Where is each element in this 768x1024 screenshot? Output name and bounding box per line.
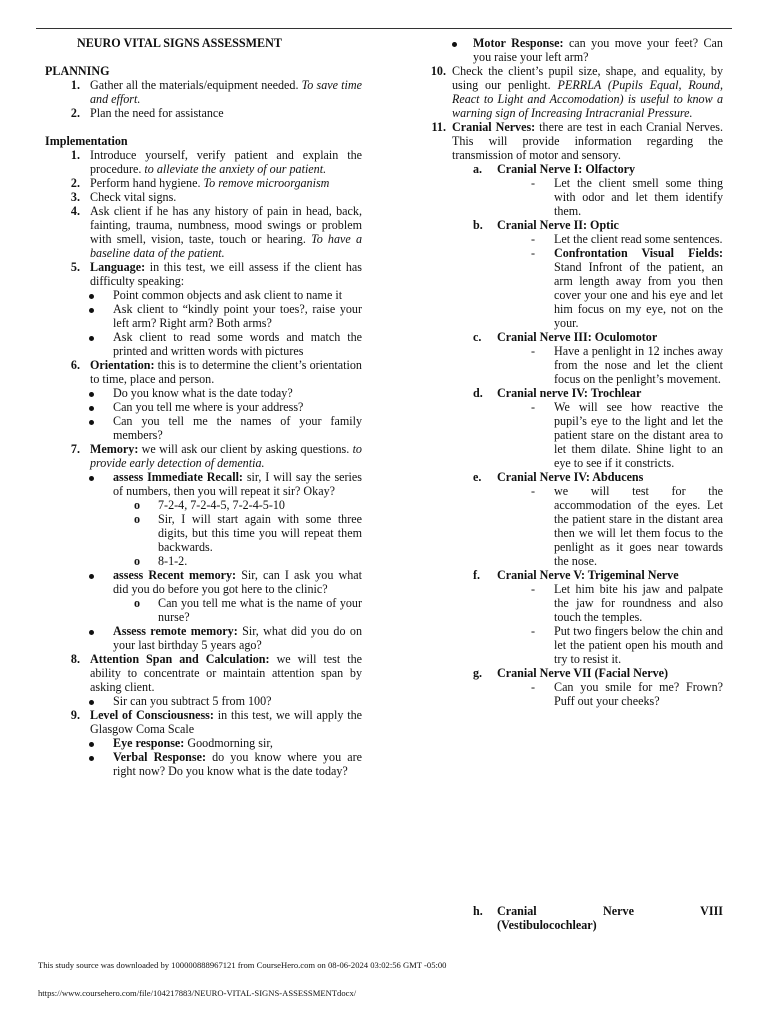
dash-bullet-icon: - xyxy=(531,246,536,260)
download-notice: This study source was downloaded by 100000888967121 from CourseHero.com on 08-06-2024 03:02:56 GMT -05:00 xyxy=(38,960,447,970)
top-rule xyxy=(36,28,732,29)
bullet-icon xyxy=(89,406,94,411)
circle-bullet-icon: o xyxy=(134,596,141,610)
list-item: Sir can you subtract 5 from 100? xyxy=(45,694,362,708)
list-item: Motor Response: can you move your feet? Can you raise your left arm? xyxy=(428,36,723,64)
cranial-nerve-heading: h. Cranial Nerve VIII (Vestibulocochlear) xyxy=(473,904,723,932)
planning-item: 1. Gather all the materials/equipment needed. To save time and effort. xyxy=(70,78,362,106)
dash-bullet-icon: - xyxy=(531,400,536,414)
dash-bullet-icon: - xyxy=(531,680,536,694)
list-item: - Confrontation Visual Fields: Stand Infront of the patient, an arm length away from you then cover your one and his eye and let him focus on my eye, not on the your. xyxy=(531,246,723,330)
list-item: o 8-1-2. xyxy=(134,554,188,568)
implementation-item-8: 8. Attention Span and Calculation: we will test the ability to concentrate or maintain attention span by asking client. xyxy=(70,652,363,694)
planning-item: 2. Plan the need for assistance xyxy=(70,106,224,120)
dash-bullet-icon: - xyxy=(531,582,536,596)
dash-bullet-icon: - xyxy=(531,176,536,190)
dash-bullet-icon: - xyxy=(531,344,536,358)
source-url[interactable]: https://www.coursehero.com/file/104217883/NEURO-VITAL-SIGNS-ASSESSMENTdocx/ xyxy=(38,988,357,998)
list-item: assess Recent memory: Sir, can I ask you what did you do before you got here to the clinic? xyxy=(45,568,362,596)
list-item: Eye response: Goodmorning sir, xyxy=(45,736,362,750)
list-item: Verbal Response: do you know where you are right now? Do you know what is the date today? xyxy=(45,750,362,778)
list-item: o Can you tell me what is the name of your nurse? xyxy=(134,596,362,624)
left-column xyxy=(45,36,362,778)
list-item: Can you tell me the names of your family members? xyxy=(45,414,362,442)
dash-bullet-icon: - xyxy=(531,624,536,638)
implementation-item-3: 3. Check vital signs. xyxy=(70,190,177,204)
implementation-heading: Implementation xyxy=(45,134,128,148)
circle-bullet-icon: o xyxy=(134,512,141,526)
bullet-icon xyxy=(89,476,94,481)
list-item: Assess remote memory: Sir, what did you do on your last birthday 5 years ago? xyxy=(45,624,362,652)
implementation-item-11: 11. Cranial Nerves: there are test in each Cranial Nerves. This will provide information regarding the transmission of motor and sensory. xyxy=(431,120,723,162)
bullet-icon xyxy=(89,574,94,579)
list-item: assess Immediate Recall: sir, I will say the series of numbers, then you will repeat it sir? Okay? xyxy=(45,470,362,498)
bullet-icon xyxy=(89,294,94,299)
bullet-icon xyxy=(89,336,94,341)
implementation-item-5: 5. Language: in this test, we eill assess if the client has difficulty speaking: xyxy=(70,260,362,288)
list-item: - We will see how reactive the pupil’s eye to the light and let the patient stare on the distant area to let them dilate. Shine light to an eye to see if it constricts. xyxy=(531,400,723,470)
list-item: o 7-2-4, 7-2-4-5, 7-2-4-5-10 xyxy=(134,498,285,512)
implementation-item-10: 10. Check the client’s pupil size, shape, and equality, by using our penlight. PERRLA (Pupils Equal, Round, React to Light and Accomodation) is useful to know a warning sign of Increasing Intracranial Pressure. xyxy=(430,64,723,120)
implementation-item-4: 4. Ask client if he has any history of pain in head, back, fainting, trauma, numbness, mood swings or problem with smell, vision, taste, touch or hearing. To have a baseline data of the patient. xyxy=(70,204,362,260)
bullet-icon xyxy=(452,42,457,47)
right-column xyxy=(428,36,723,932)
cranial-nerve-h xyxy=(428,904,723,932)
bullet-icon xyxy=(89,308,94,313)
list-item: - Have a penlight in 12 inches away from the nose and let the client focus on the penlight’s movement. xyxy=(531,344,723,386)
list-item: - we will test for the accommodation of the eyes. Let the patient stare in the distant area then we will let them focus to the penlight as it goes near towards the nose. xyxy=(531,484,723,568)
list-item: Can you tell me where is your address? xyxy=(45,400,362,414)
list-item: - Let the client read some sentences. xyxy=(531,232,723,246)
list-item: - Put two fingers below the chin and let the patient open his mouth and try to resist it. xyxy=(531,624,723,666)
bullet-icon xyxy=(89,630,94,635)
list-item: - Let him bite his jaw and palpate the jaw for roundness and also touch the temples. xyxy=(531,582,723,624)
circle-bullet-icon: o xyxy=(134,498,141,512)
list-item: Ask client to “kindly point your toes?, raise your left arm? Right arm? Both arms? xyxy=(45,302,362,330)
list-item: - Let the client smell some thing with odor and let them identify them. xyxy=(531,176,723,218)
implementation-item-2: 2. Perform hand hygiene. To remove microorganism xyxy=(70,176,330,190)
document-title: NEURO VITAL SIGNS ASSESSMENT xyxy=(77,36,282,50)
cranial-nerve-heading: b. Cranial Nerve II: Optic xyxy=(473,218,619,232)
dash-bullet-icon: - xyxy=(531,232,536,246)
cranial-nerve-heading: c. Cranial Nerve III: Oculomotor xyxy=(473,330,658,344)
list-item: Do you know what is the date today? xyxy=(45,386,362,400)
bullet-icon xyxy=(89,742,94,747)
cranial-nerve-heading: d. Cranial nerve IV: Trochlear xyxy=(473,386,642,400)
list-item: - Can you smile for me? Frown? Puff out your cheeks? xyxy=(531,680,723,708)
cranial-nerve-heading: e. Cranial Nerve IV: Abducens xyxy=(473,470,644,484)
list-item: Ask client to read some words and match the printed and written words with pictures xyxy=(45,330,362,358)
planning-heading: PLANNING xyxy=(45,64,110,78)
dash-bullet-icon: - xyxy=(531,484,536,498)
bullet-icon xyxy=(89,700,94,705)
list-item: Point common objects and ask client to name it xyxy=(45,288,362,302)
implementation-item-9: 9. Level of Consciousness: in this test, we will apply the Glasgow Coma Scale xyxy=(70,708,362,736)
cranial-nerve-heading: g. Cranial Nerve VII (Facial Nerve) xyxy=(473,666,669,680)
bullet-icon xyxy=(89,392,94,397)
bullet-icon xyxy=(89,756,94,761)
cranial-nerve-heading: f. Cranial Nerve V: Trigeminal Nerve xyxy=(473,568,679,582)
circle-bullet-icon: o xyxy=(134,554,141,568)
implementation-item-1: 1. Introduce yourself, verify patient and explain the procedure. to alleviate the anxiety of our patient. xyxy=(70,148,362,176)
implementation-item-6: 6. Orientation: this is to determine the client’s orientation to time, place and person. xyxy=(70,358,362,386)
cranial-nerve-heading: a. Cranial Nerve I: Olfactory xyxy=(473,162,636,176)
implementation-item-7: 7. Memory: we will ask our client by asking questions. to provide early detection of dementia. xyxy=(70,442,362,470)
bullet-icon xyxy=(89,420,94,425)
list-item: o Sir, I will start again with some three digits, but this time you will repeat them backwards. xyxy=(134,512,362,554)
